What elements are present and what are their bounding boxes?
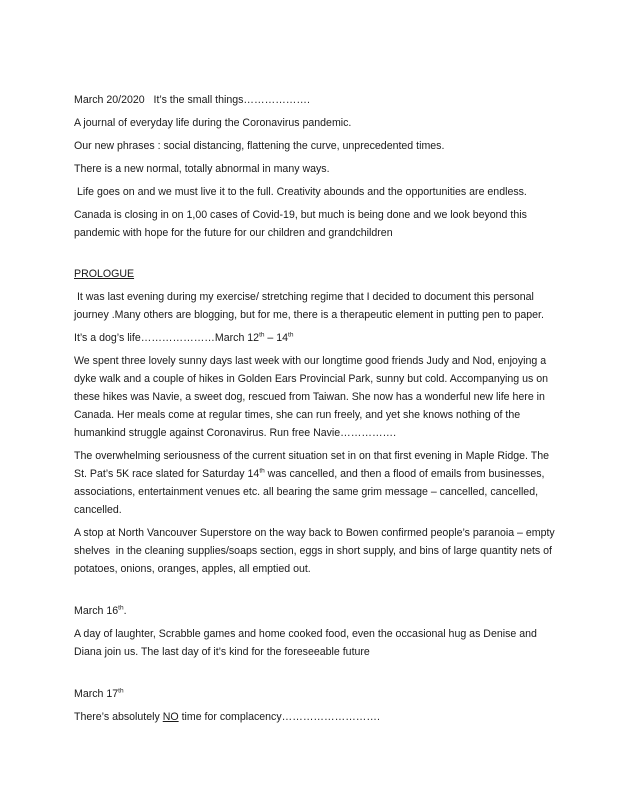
march17-sup: th <box>118 687 124 695</box>
prologue-heading: PROLOGUE <box>74 268 135 280</box>
intro-line-canada: Canada is closing in on 1,00 cases of Covid-19, but much is being done and we look beyond this pandemic with hope for the future for our children and grandchildren <box>74 209 527 239</box>
paragraph-spent: We spent three lovely sunny days last week with our longtime good friends Judy and Nod, enjoying a dyke walk and a couple of hikes in Golden Ears Provincial Park, sunny but cold. Accompanying us on these hikes was Navie, a sweet dog, rescued from Taiwan. She now has a wonderful new life here in Canada. Her meals come at regular times, she can run freely, and yet she knows nothing of the humankind struggle against Coronavirus. Run free Navie……………. <box>74 355 549 439</box>
paragraph-stop: A stop at North Vancouver Superstore on the way back to Bowen confirmed people’s paranoia – empty shelves in the cleaning supplies/soaps section, eggs in short supply, and bins of large quantity nets of potatoes, onions, oranges, apples, all emptied out. <box>74 527 558 575</box>
dogs-life-text: It’s a dog’s life…………………March 12 <box>74 332 260 344</box>
overwhelming-sup: th <box>259 467 265 475</box>
dogs-life-sup2: th <box>288 331 294 339</box>
overwhelming-after: was cancelled, and then a flood of emails from businesses, associations, entertainment venues etc. all bearing the same grim message – cancelled, cancelled, cancelled. <box>74 468 545 516</box>
march16-after: . <box>123 605 127 617</box>
paragraph-overwhelming <box>74 447 564 519</box>
complacency-emphasis: NO <box>162 711 179 723</box>
intro-line-normal: There is a new normal, totally abnormal in many ways. <box>74 163 330 175</box>
march17-date: March 17 <box>74 688 119 700</box>
march16-sup: th <box>118 604 124 612</box>
complacency-line <box>74 708 574 726</box>
title-line <box>74 91 574 109</box>
dogs-life-sup1: th <box>259 331 265 339</box>
intro-line-journal: A journal of everyday life during the Coronavirus pandemic. <box>74 117 352 129</box>
intro-line-life: Life goes on and we must live it to the full. Creativity abounds and the opportunities are endless. <box>74 186 527 198</box>
dogs-life-line <box>74 329 574 347</box>
dogs-life-mid: – 14 <box>264 332 289 344</box>
title-text: It’s the small things………………. <box>153 94 310 106</box>
march17-heading <box>74 685 574 703</box>
complacency-before: There’s absolutely <box>74 711 163 723</box>
march16-heading <box>74 602 574 620</box>
title-date: March 20/2020 <box>74 94 145 106</box>
overwhelming-before: The overwhelming seriousness of the current situation set in on that first evening in Maple Ridge. The St. Pat’s 5K race slated for Saturday 14 <box>74 450 550 480</box>
intro-line-phrases: Our new phrases : social distancing, flattening the curve, unprecedented times. <box>74 140 445 152</box>
paragraph-laughter: A day of laughter, Scrabble games and home cooked food, even the occasional hug as Denise and Diana join us. The last day of it’s kind for the foreseeable future <box>74 628 537 658</box>
prologue-paragraph: It was last evening during my exercise/ stretching regime that I decided to document this personal journey .Many others are blogging, but for me, there is a therapeutic element in putting pen to paper. <box>74 291 544 321</box>
complacency-after: time for complacency………………………. <box>178 711 380 723</box>
march16-date: March 16 <box>74 605 119 617</box>
